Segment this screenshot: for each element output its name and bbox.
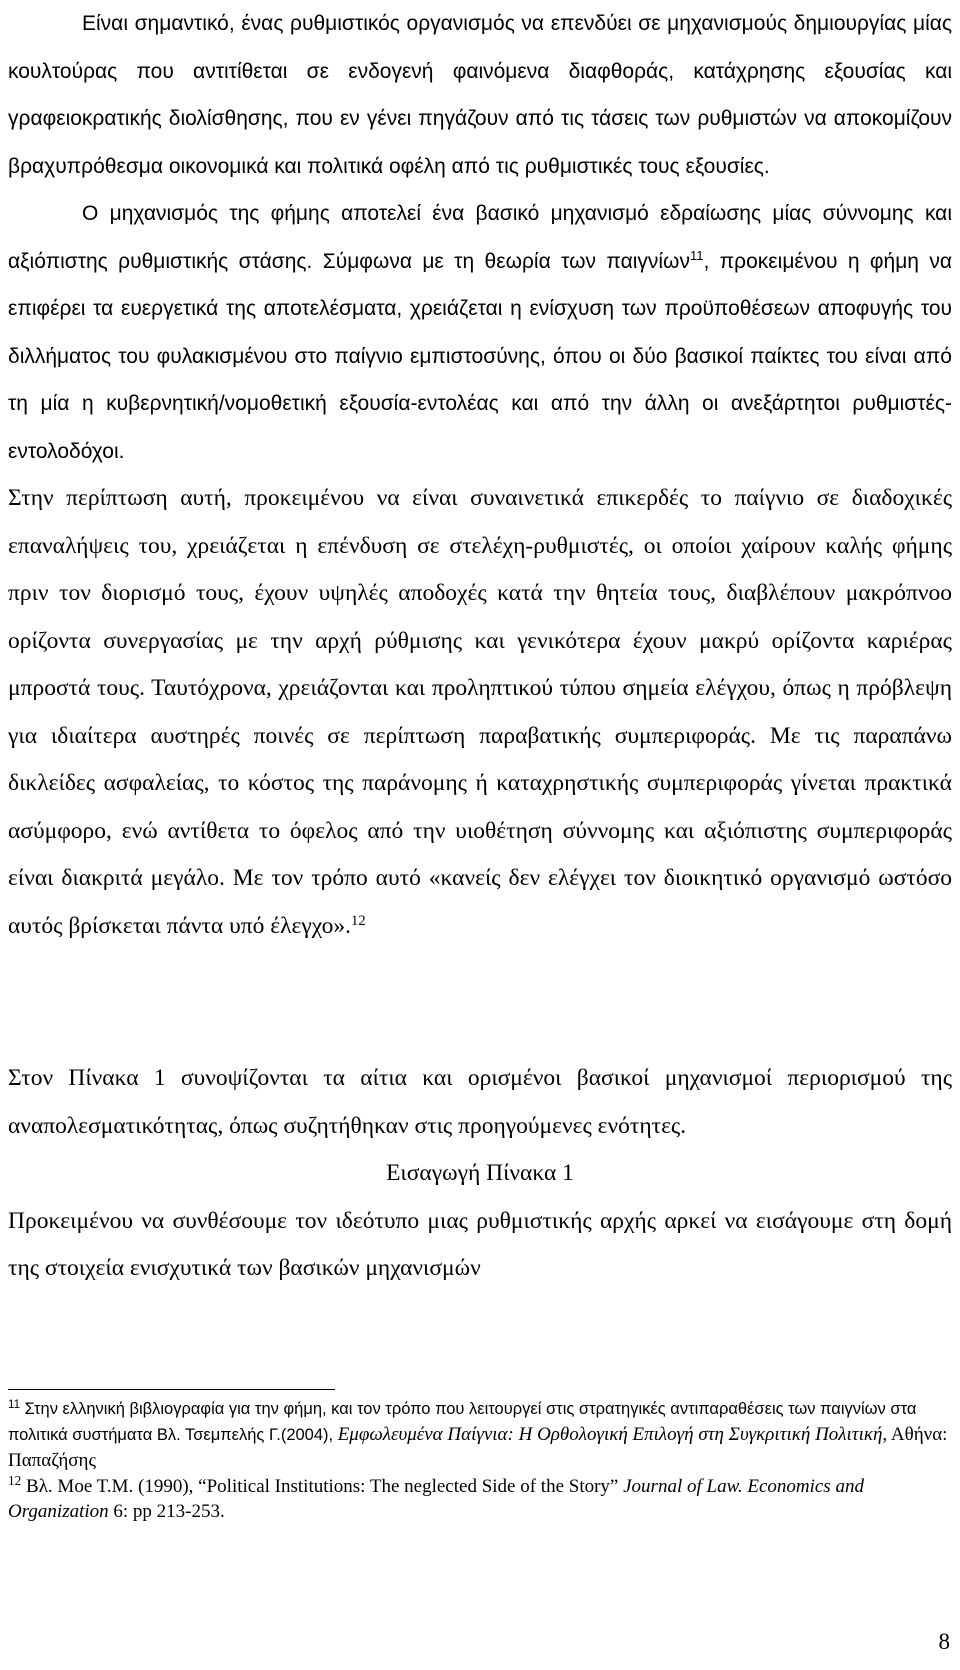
body-serif-section — [8, 475, 952, 950]
page-number: 8 — [938, 1629, 950, 1654]
footnote-12-text-b: 6: pp 213-253. — [108, 1501, 225, 1522]
footnote-11 — [8, 1397, 952, 1474]
paragraph-4: Προκειμένου να συνθέσουμε τον ιδεότυπο μιας ρυθμιστικής αρχής αρκεί να εισάγουμε στη δομή της στοιχεία ενισχυτικά των βασικών μηχανισμών — [8, 1207, 952, 1281]
paragraph-2-text-b: , προκειμένου η φήμη να επιφέρει τα ευεργετικά της αποτελέσματα, χρειάζεται η ενίσχυση των προϋποθέσεων αποφυγής του διλλήματος του φυλακισμένου στο παίγνιο εμπιστοσύνης, όπου οι δύο βασικοί παίκτες του είναι από τη μία η κυβερνητική/νομοθετική εξουσία-εντολέας και από την άλλη οι ανεξάρτητοι ρυθμιστές-εντολοδόχοι. — [8, 249, 952, 463]
footnote-11-number: 11 — [8, 1399, 20, 1412]
footnotes — [8, 1397, 952, 1524]
footnote-divider — [8, 1389, 335, 1390]
table-heading: Εισαγωγή Πίνακα 1 — [386, 1160, 574, 1186]
paragraph-1: Είναι σημαντικό, ένας ρυθμιστικός οργανισμός να επενδύει σε μηχανισμούς δημιουργίας μίας κουλτούρας που αντιτίθεται σε ενδογενή φαινόμενα διαφθοράς, κατάχρησης εξουσίας και γραφειοκρατικής διολίσθησης, που εν γένει πηγάζουν από τις τάσεις των ρυθμιστών να αποκομίζουν βραχυπρόθεσμα οικονομικά και πολιτικά οφέλη από τις ρυθμιστικές τους εξουσίες. — [8, 12, 952, 178]
table-intro-section — [8, 1055, 952, 1293]
paragraph-3: Στον Πίνακα 1 συνοψίζονται τα αίτια και ορισμένοι βασικοί μηχανισμοί περιορισμού της αναπολεσματικότητας, όπως συζητήθηκαν στις προηγούμενες ενότητες. — [8, 1065, 952, 1139]
paragraph-2-text-a: Ο μηχανισμός της φήμης αποτελεί ένα βασικό μηχανισμό εδραίωσης μίας σύννομης και αξιόπιστης ρυθμιστικής στάσης. Σύμφωνα με τη θεωρία των παιγνίων — [8, 202, 952, 273]
paragraph-2-lead — [8, 190, 952, 475]
footnote-ref-12[interactable]: 12 — [351, 912, 366, 929]
paragraph-2-text-c: Στην περίπτωση αυτή, προκειμένου να είναι συναινετικά επικερδές το παίγνιο σε διαδοχικές επαναλήψεις του, χρειάζεται η επένδυση σε στελέχη-ρυθμιστές, οι οποίοι χαίρουν καλής φήμης πριν τον διορισμό τους, έχουν υψηλές αποδοχές κατά την θητεία τους, διαβλέπουν μακρόπνοο ορίζοντα συνεργασίας με την αρχή ρύθμισης και γενικότερα έχουν μακρύ ορίζοντα καριέρας μπροστά τους. Ταυτόχρονα, χρειάζονται και προληπτικού τύπου σημεία ελέγχου, όπως η πρόβλεψη για ιδιαίτερα αυστηρές ποινές σε περίπτωση παραβατικής συμπεριφοράς. Με τις παραπάνω δικλείδες ασφαλείας, το κόστος της παράνομης ή καταχρηστικής συμπεριφοράς γίνεται πρακτικά ασύμφορο, ενώ αντίθετα το όφελος από την υιοθέτηση σύννομης και αξιόπιστης συμπεριφοράς είναι διακριτά μεγάλο. Με τον τρόπο αυτό «κανείς δεν ελέγχει τον διοικητικό οργανισμό ωστόσο αυτός βρίσκεται πάντα υπό έλεγχο». — [8, 485, 952, 939]
footnote-ref-11[interactable]: 11 — [689, 248, 704, 264]
footnote-12 — [8, 1474, 952, 1524]
footnote-11-book-title: Εμφωλευμένα Παίγνια: Η Ορθολογική Επιλογή στη Συγκριτική Πολιτική — [337, 1424, 883, 1445]
footnote-12-text-a: Βλ. Moe T.M. (1990), “Political Institutions: The neglected Side of the Story” — [21, 1476, 624, 1497]
paragraph-2-continuation — [8, 475, 952, 950]
footnote-12-journal-title: Journal of Law. Economics and Organization — [8, 1476, 864, 1522]
footnote-11-text-a: Στην ελληνική βιβλιογραφία για την φήμη, και τον τρόπο που λειτουργεί στις στρατηγικές αντιπαραθέσεις των παιγνίων στα πολιτικά συστήματα Βλ. Τσεμπελής Γ.(2004), — [8, 1400, 917, 1444]
body-sans-section — [8, 0, 952, 475]
footnote-11-text-b: , Αθήνα: Παπαζήσης — [8, 1424, 948, 1471]
document-page — [8, 0, 952, 1670]
footnote-12-number: 12 — [8, 1473, 22, 1489]
